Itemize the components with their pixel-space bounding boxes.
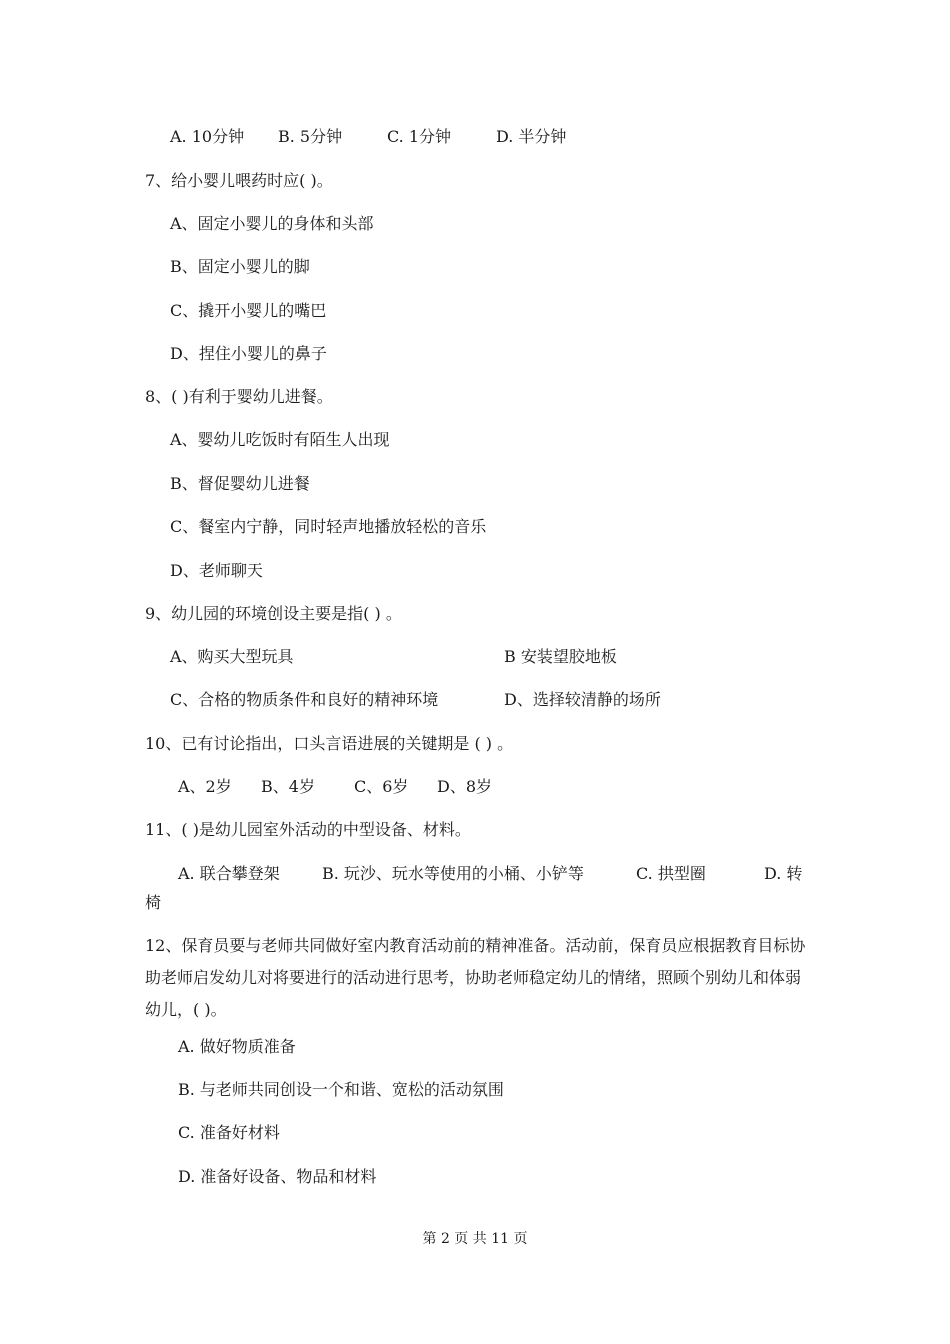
q11-option-a: A. 联合攀登架 [178, 864, 280, 883]
q10-option-c: C、6岁 [354, 777, 409, 796]
q11-option-c: C. 拱型圈 [636, 864, 706, 883]
q9-stem: 9、幼儿园的环境创设主要是指( ) 。 [145, 604, 402, 623]
q12-option-b: B. 与老师共同创设一个和谐、宽松的活动氛围 [178, 1080, 504, 1099]
q10-option-a: A、2岁 [178, 777, 232, 796]
q6-option-d: D. 半分钟 [496, 127, 567, 146]
q10-option-d: D、8岁 [437, 777, 493, 796]
q8-option-b: B、督促婴幼儿进餐 [170, 474, 310, 493]
q10-option-b: B、4岁 [261, 777, 315, 796]
q7-option-b: B、固定小婴儿的脚 [170, 257, 310, 276]
q9-option-d: D、选择较清静的场所 [504, 690, 661, 709]
q12-option-c: C. 准备好材料 [178, 1123, 280, 1142]
q12-option-a: A. 做好物质准备 [178, 1037, 296, 1056]
q9-option-b: B 安装望胶地板 [504, 647, 617, 666]
q11-option-d: D. 转 [764, 864, 803, 883]
page-footer: 第 2 页 共 11 页 [422, 1231, 528, 1247]
q11-stem: 11、( )是幼儿园室外活动的中型设备、材料。 [145, 820, 471, 839]
q11-option-b: B. 玩沙、玩水等使用的小桶、小铲等 [322, 864, 584, 883]
q12-stem: 12、保育员要与老师共同做好室内教育活动前的精神准备。活动前，保育员应根据教育目标协助老师启发幼儿对将要进行的活动进行思考，协助老师稳定幼儿的情绪，照顾个别幼儿和体弱幼儿，( )。 [145, 936, 806, 1019]
q11-option-d-wrap: 椅 [145, 893, 162, 912]
q7-stem: 7、给小婴儿喂药时应( )。 [145, 171, 333, 190]
q10-stem: 10、已有讨论指出，口头言语进展的关键期是 ( ) 。 [145, 734, 514, 753]
q6-option-c: C. 1分钟 [387, 127, 452, 146]
q8-option-d: D、老师聊天 [170, 561, 263, 580]
q7-option-c: C、撬开小婴儿的嘴巴 [170, 301, 327, 320]
q9-option-a: A、购买大型玩具 [170, 647, 294, 666]
q6-option-b: B. 5分钟 [278, 127, 343, 146]
q7-option-a: A、固定小婴儿的身体和头部 [170, 214, 374, 233]
q8-stem: 8、( )有利于婴幼儿进餐。 [145, 387, 333, 406]
q9-option-c: C、合格的物质条件和良好的精神环境 [170, 690, 439, 709]
q7-option-d: D、捏住小婴儿的鼻子 [170, 344, 327, 363]
q12-option-d: D. 准备好设备、物品和材料 [178, 1167, 377, 1186]
q6-option-a: A. 10分钟 [170, 127, 245, 146]
q8-option-c: C、餐室内宁静，同时轻声地播放轻松的音乐 [170, 517, 487, 536]
q8-option-a: A、婴幼儿吃饭时有陌生人出现 [170, 430, 390, 449]
